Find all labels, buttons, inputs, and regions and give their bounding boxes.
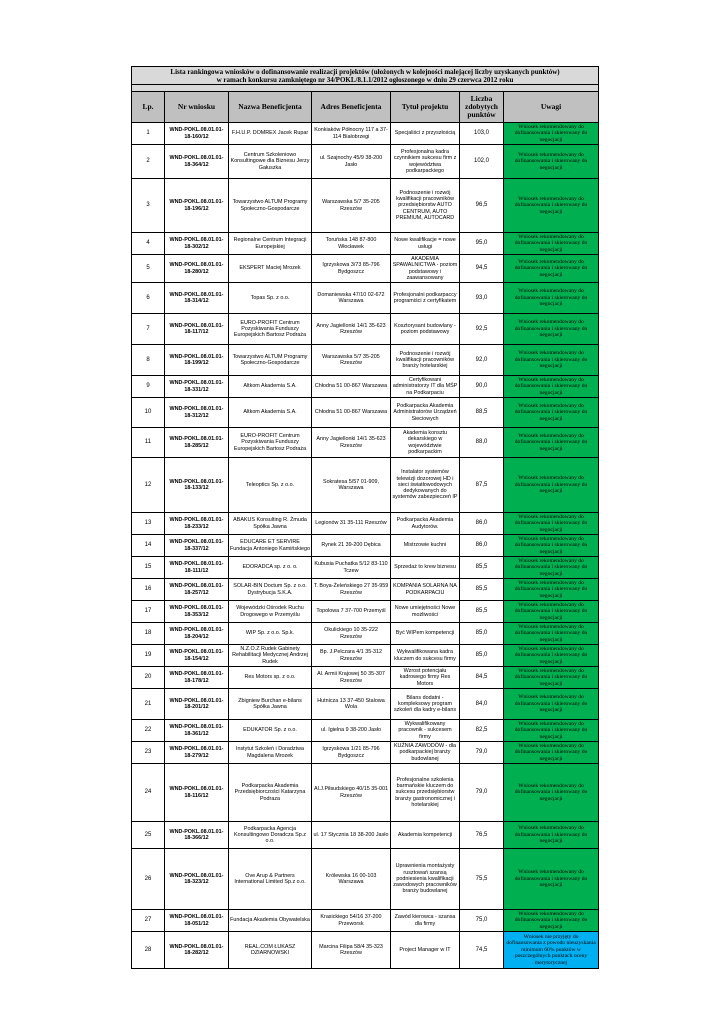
table-row: [132, 623, 599, 645]
table-row: [132, 398, 599, 428]
cell-beneficjent-name: EURO-PROFIT Centrum Pozyskiwania Funduszy Europejskich Bartosz Podraża: [229, 428, 312, 458]
cell-beneficjent-address: ul. Szajnochy 45/9 38-200 Jasło: [312, 145, 391, 179]
cell-points: 85,5: [460, 557, 504, 579]
cell-lp: 2: [132, 145, 165, 179]
cell-beneficjent-name: Podkarpacka Akademia Przedsiębiorczości Katarzyna Podraza: [229, 764, 312, 822]
cell-notes: Wniosek rekomendowany do dofinansowania i skierowany do negocjacji: [504, 314, 599, 345]
cell-nr-wniosku: WND-POKL.08.01.01-18-366/12: [165, 822, 229, 849]
table-row: [132, 255, 599, 283]
cell-lp: 20: [132, 667, 165, 689]
cell-nr-wniosku: WND-POKL.08.01.01-18-353/12: [165, 601, 229, 623]
cell-lp: 1: [132, 123, 165, 145]
cell-project-title: AKADEMIA SPAWALNICTWA - poziom podstawowy i zaawansowany: [391, 255, 460, 283]
header-nr-wniosku: Nr wniosku: [165, 92, 229, 123]
cell-notes: Wniosek rekomendowany do dofinansowania i skierowany do negocjacji: [504, 145, 599, 179]
cell-nr-wniosku: WND-POKL.08.01.01-18-178/12: [165, 667, 229, 689]
cell-project-title: Akademia konsztu dekarskiego w województwie podkarpackim: [391, 428, 460, 458]
cell-beneficjent-name: Centrum Szkoleniowo Konsultingowe dla Biznesu Jerzy Gałuszka: [229, 145, 312, 179]
ranking-table: [131, 66, 599, 969]
table-row: [132, 557, 599, 579]
table-row: [132, 849, 599, 910]
cell-lp: 8: [132, 345, 165, 376]
cell-beneficjent-address: T. Boya-Żeleńskiego 27 35-959 Rzeszów: [312, 579, 391, 601]
cell-points: 79,0: [460, 764, 504, 822]
cell-project-title: Kosztorysant budowlany - poziom podstawowy: [391, 314, 460, 345]
cell-points: 86,0: [460, 535, 504, 557]
cell-lp: 13: [132, 513, 165, 535]
header-row: [132, 92, 599, 123]
cell-project-title: Zawód kierowca - szansa dla firmy: [391, 910, 460, 932]
cell-nr-wniosku: WND-POKL.08.01.01-18-323/12: [165, 849, 229, 910]
table-body: [132, 123, 599, 969]
table-row: [132, 458, 599, 513]
cell-points: 103,0: [460, 123, 504, 145]
cell-beneficjent-address: Domaniewska 47/10 02-672 Warszawa: [312, 283, 391, 314]
cell-points: 76,5: [460, 822, 504, 849]
table-row: [132, 689, 599, 720]
cell-beneficjent-address: Igrzyskowa 3/73 85-796 Bydgoszcz: [312, 255, 391, 283]
cell-lp: 15: [132, 557, 165, 579]
cell-lp: 17: [132, 601, 165, 623]
cell-points: 94,5: [460, 255, 504, 283]
cell-nr-wniosku: WND-POKL.08.01.01-18-337/12: [165, 535, 229, 557]
cell-beneficjent-name: Teleoptics Sp. z o.o.: [229, 458, 312, 513]
cell-beneficjent-name: WIP Sp. z o.o. Sp.k.: [229, 623, 312, 645]
cell-project-title: Podnoszenie i rozwój kwalifikacji pracowników przedsiębiorstw AUTO CENTRUM, AUTO PREMIUM, AUTOCARD: [391, 179, 460, 233]
cell-notes: Wniosek rekomendowany do dofinansowania i skierowany do negocjacji: [504, 283, 599, 314]
cell-notes: Wniosek rekomendowany do dofinansowania i skierowany do negocjacji: [504, 645, 599, 667]
cell-nr-wniosku: WND-POKL.08.01.01-18-285/12: [165, 428, 229, 458]
cell-beneficjent-name: Towarzystwo ALTUM Programy Społeczno-Gospodarcze: [229, 179, 312, 233]
cell-project-title: Mistrzowie kuchni: [391, 535, 460, 557]
table-row: [132, 345, 599, 376]
cell-beneficjent-name: Res Motors sp. z o.o.: [229, 667, 312, 689]
header-points: Liczba zdobytych punktów: [460, 92, 504, 123]
cell-lp: 3: [132, 179, 165, 233]
cell-beneficjent-address: Krasickiego 54/16 37-200 Przeworsk: [312, 910, 391, 932]
cell-project-title: Być WIPem kompetencji: [391, 623, 460, 645]
header-beneficjent-address: Adres Beneficjenta: [312, 92, 391, 123]
cell-points: 85,5: [460, 601, 504, 623]
cell-lp: 16: [132, 579, 165, 601]
title-line-1: Lista rankingowa wniosków o dofinansowanie realizacji projektów (ułożonych w kolejności malejącej liczby uzyskanych punktów): [170, 67, 560, 76]
cell-nr-wniosku: WND-POKL.08.01.01-18-199/12: [165, 345, 229, 376]
table-row: [132, 314, 599, 345]
cell-beneficjent-name: Podkarpacka Agencja Konsultingowo Doradcza Sp.z o.o.: [229, 822, 312, 849]
cell-project-title: Certyfikowani administratorzy IT dla MŚP na Podkarpaciu: [391, 376, 460, 398]
cell-nr-wniosku: WND-POKL.08.01.01-18-117/12: [165, 314, 229, 345]
table-row: [132, 535, 599, 557]
cell-project-title: Specjaliści z przyszłością: [391, 123, 460, 145]
table-row: [132, 283, 599, 314]
cell-beneficjent-address: ul. Igielna 9 38-200 Jasło: [312, 720, 391, 742]
cell-beneficjent-address: Sokratesa 5/57 01-909, Warszawa: [312, 458, 391, 513]
cell-notes: Wniosek rekomendowany do dofinansowania i skierowany do negocjacji: [504, 255, 599, 283]
cell-project-title: Nowe kwalifikacje = nowe usługi: [391, 233, 460, 255]
cell-lp: 23: [132, 742, 165, 764]
cell-project-title: Akademia kompetencji: [391, 822, 460, 849]
cell-project-title: Podkarpacka Akademia Administratorów Urządzeń Sieciowych: [391, 398, 460, 428]
cell-notes: Wniosek rekomendowany do dofinansowania i skierowany do negocjacji: [504, 667, 599, 689]
cell-points: 90,0: [460, 376, 504, 398]
cell-project-title: Profesjonalne szkolenia barmańskie kluczem do sukcesu przedsiębiorstw branży gastronomicznej i hotelarskiej: [391, 764, 460, 822]
cell-beneficjent-address: Igrzyskowa 1/21 85-796 Bydgoszcz: [312, 742, 391, 764]
cell-points: 87,5: [460, 458, 504, 513]
cell-lp: 28: [132, 932, 165, 969]
cell-lp: 14: [132, 535, 165, 557]
cell-beneficjent-name: Instytut Szkoleń i Doradztwa Magdalena Mrozek: [229, 742, 312, 764]
cell-project-title: Nowe umiejętności Nowe możliwości: [391, 601, 460, 623]
cell-beneficjent-address: Marcina Filipa 58/4 35-323 Rzeszów: [312, 932, 391, 969]
table-title: [132, 67, 599, 85]
cell-notes: Wniosek rekomendowany do dofinansowania i skierowany do negocjacji: [504, 623, 599, 645]
cell-points: 85,5: [460, 579, 504, 601]
cell-beneficjent-address: Konkiaków Północny 117 a 37-114 Białobrzegi: [312, 123, 391, 145]
cell-beneficjent-address: ul. 17 Stycznia 18 38-200 Jasło: [312, 822, 391, 849]
cell-nr-wniosku: WND-POKL.08.01.01-18-201/12: [165, 689, 229, 720]
table-row: [132, 579, 599, 601]
table-row: [132, 513, 599, 535]
cell-beneficjent-name: EDORADCA sp. z o. o.: [229, 557, 312, 579]
cell-beneficjent-address: Królewska 16 00-103 Warszawa: [312, 849, 391, 910]
cell-lp: 24: [132, 764, 165, 822]
cell-beneficjent-name: EDUKATOR Sp. z o.o.: [229, 720, 312, 742]
cell-notes: Wniosek rekomendowany do dofinansowania i skierowany do negocjacji: [504, 822, 599, 849]
table-row: [132, 742, 599, 764]
cell-beneficjent-address: Okulickiego 10 35-222 Rzeszów: [312, 623, 391, 645]
cell-beneficjent-name: Fundacja Akademia Obywatelska: [229, 910, 312, 932]
cell-points: 74,5: [460, 932, 504, 969]
cell-notes: Wniosek rekomendowany do dofinansowania i skierowany do negocjacji: [504, 579, 599, 601]
cell-lp: 21: [132, 689, 165, 720]
ranking-sheet: [131, 66, 598, 969]
cell-beneficjent-name: F.H.U.P. DOMREX Jacek Rupar: [229, 123, 312, 145]
cell-notes: Wniosek rekomendowany do dofinansowania i skierowany do negocjacji: [504, 689, 599, 720]
cell-nr-wniosku: WND-POKL.08.01.01-18-302/12: [165, 233, 229, 255]
cell-notes: Wniosek rekomendowany do dofinansowania i skierowany do negocjacji: [504, 910, 599, 932]
cell-beneficjent-name: Ove Arup & Partners International Limited Sp.z o.o.: [229, 849, 312, 910]
title-line-2: w ramach konkursu zamkniętego nr 34/POKL/8.1.1/2012 ogłoszonego w dniu 29 czerwca 2012 roku: [216, 75, 514, 84]
cell-beneficjent-name: EURO-PROFIT Centrum Pozyskiwania Funduszy Europejskich Bartosz Podraża: [229, 314, 312, 345]
cell-notes: Wniosek rekomendowany do dofinansowania i skierowany do negocjacji: [504, 376, 599, 398]
cell-nr-wniosku: WND-POKL.08.01.01-18-133/12: [165, 458, 229, 513]
table-row: [132, 145, 599, 179]
cell-beneficjent-address: Kubusia Puchatka 5/12 83-110 Tczew: [312, 557, 391, 579]
cell-points: 84,0: [460, 689, 504, 720]
cell-lp: 11: [132, 428, 165, 458]
table-row: [132, 376, 599, 398]
table-row: [132, 123, 599, 145]
cell-nr-wniosku: WND-POKL.08.01.01-18-364/12: [165, 145, 229, 179]
cell-nr-wniosku: WND-POKL.08.01.01-18-312/12: [165, 398, 229, 428]
cell-beneficjent-name: Topas Sp. z o.o.: [229, 283, 312, 314]
cell-project-title: Bilans dodatni - kompleksowy program szkoleń dla kadry e-bilans: [391, 689, 460, 720]
cell-project-title: Project Manager w IT: [391, 932, 460, 969]
cell-project-title: KOMPANIA SOLARNA NA PODKARPACIU: [391, 579, 460, 601]
cell-lp: 9: [132, 376, 165, 398]
cell-nr-wniosku: WND-POKL.08.01.01-18-314/12: [165, 283, 229, 314]
cell-beneficjent-address: Warszawska 5/7 35-205 Rzeszów: [312, 345, 391, 376]
cell-beneficjent-name: REAL.COM ŁUKASZ DZIARNOWSKI: [229, 932, 312, 969]
cell-notes: Wniosek rekomendowany do dofinansowania i skierowany do negocjacji: [504, 720, 599, 742]
cell-nr-wniosku: WND-POKL.08.01.01-18-279/12: [165, 742, 229, 764]
cell-points: 88,0: [460, 428, 504, 458]
cell-beneficjent-address: Chłodna 51 00-867 Warszawa: [312, 398, 391, 428]
cell-lp: 10: [132, 398, 165, 428]
cell-nr-wniosku: WND-POKL.08.01.01-18-204/12: [165, 623, 229, 645]
cell-points: 85,0: [460, 645, 504, 667]
header-project-title: Tytuł projektu: [391, 92, 460, 123]
header-lp: Lp.: [132, 92, 165, 123]
cell-notes: Wniosek rekomendowany do dofinansowania i skierowany do negocjacji: [504, 764, 599, 822]
cell-points: 79,0: [460, 742, 504, 764]
header-notes: Uwagi: [504, 92, 599, 123]
cell-beneficjent-name: Altkom Akademia S.A.: [229, 398, 312, 428]
cell-beneficjent-name: Towarzystwo ALTUM Programy Społeczno-Gospodarcze: [229, 345, 312, 376]
table-row: [132, 233, 599, 255]
cell-beneficjent-address: Al.J.Piłsudskiego 40/15 35-001 Rzeszów: [312, 764, 391, 822]
cell-points: 84,5: [460, 667, 504, 689]
cell-nr-wniosku: WND-POKL.08.01.01-18-257/12: [165, 579, 229, 601]
cell-notes: Wniosek rekomendowany do dofinansowania i skierowany do negocjacji: [504, 557, 599, 579]
cell-nr-wniosku: WND-POKL.08.01.01-18-233/12: [165, 513, 229, 535]
spacer-row: [132, 85, 599, 92]
cell-points: 82,5: [460, 720, 504, 742]
cell-beneficjent-address: Rynek 21 39-200 Dębica: [312, 535, 391, 557]
cell-project-title: Profesjonalni podkarpaccy programiści z certyfikatem: [391, 283, 460, 314]
cell-notes: Wniosek rekomendowany do dofinansowania i skierowany do negocjacji: [504, 849, 599, 910]
cell-beneficjent-address: Anny Jagiellonki 14/1 35-623 Rzeszów: [312, 428, 391, 458]
table-row: [132, 179, 599, 233]
cell-points: 95,0: [460, 233, 504, 255]
cell-beneficjent-name: Regionalne Centrum Integracji Europejskiej: [229, 233, 312, 255]
table-row: [132, 764, 599, 822]
cell-beneficjent-name: Altkom Akademia S.A.: [229, 376, 312, 398]
cell-project-title: Profesjonalna kadra czynnikiem sukcesu firm z województwa podkarpackiego: [391, 145, 460, 179]
cell-lp: 22: [132, 720, 165, 742]
cell-nr-wniosku: WND-POKL.08.01.01-18-331/12: [165, 376, 229, 398]
cell-project-title: Wykwalifikowana kadra kluczem do sukcesu firmy: [391, 645, 460, 667]
cell-nr-wniosku: WND-POKL.08.01.01-18-154/12: [165, 645, 229, 667]
cell-points: 93,0: [460, 283, 504, 314]
cell-lp: 19: [132, 645, 165, 667]
cell-beneficjent-name: Wojewódzki Ośrodek Ruchu Drogowego w Przemyślu: [229, 601, 312, 623]
cell-nr-wniosku: WND-POKL.08.01.01-18-361/12: [165, 720, 229, 742]
cell-beneficjent-address: Toruńska 148 87-800 Włocławek: [312, 233, 391, 255]
cell-beneficjent-address: Hutnicza 13 37-450 Stalowa Wola: [312, 689, 391, 720]
cell-notes: Wniosek rekomendowany do dofinansowania i skierowany do negocjacji: [504, 345, 599, 376]
cell-nr-wniosku: WND-POKL.08.01.01-18-051/12: [165, 910, 229, 932]
cell-lp: 26: [132, 849, 165, 910]
cell-project-title: Podkarpacka Akademia Audytorów.: [391, 513, 460, 535]
cell-points: 92,0: [460, 345, 504, 376]
cell-lp: 5: [132, 255, 165, 283]
table-row: [132, 601, 599, 623]
cell-notes: Wniosek rekomendowany do dofinansowania i skierowany do negocjacji: [504, 742, 599, 764]
cell-lp: 25: [132, 822, 165, 849]
cell-points: 88,5: [460, 398, 504, 428]
cell-points: 75,5: [460, 849, 504, 910]
cell-beneficjent-address: Bp. J.Pelczara 4/1 35-312 Rzeszów: [312, 645, 391, 667]
cell-lp: 7: [132, 314, 165, 345]
cell-notes: Wniosek rekomendowany do dofinansowania i skierowany do negocjacji: [504, 233, 599, 255]
cell-project-title: Uprawnienia montażysty rusztowań szansą podniesienia kwalifikacji zawodowych pracowników branży budowlanej: [391, 849, 460, 910]
table-row: [132, 645, 599, 667]
header-beneficjent-name: Nazwa Beneficjenta: [229, 92, 312, 123]
cell-nr-wniosku: WND-POKL.08.01.01-18-196/12: [165, 179, 229, 233]
cell-beneficjent-address: Al. Armii Krajowej 50 35-307 Rzeszów: [312, 667, 391, 689]
cell-lp: 6: [132, 283, 165, 314]
cell-beneficjent-name: EDUCARE ET SERVIRE Fundacja Antoniego Kamińskiego: [229, 535, 312, 557]
cell-lp: 18: [132, 623, 165, 645]
cell-lp: 27: [132, 910, 165, 932]
cell-notes: Wniosek rekomendowany do dofinansowania i skierowany do negocjacji: [504, 398, 599, 428]
cell-nr-wniosku: WND-POKL.08.01.01-18-282/12: [165, 932, 229, 969]
table-row: [132, 910, 599, 932]
cell-project-title: KUŹNIA ZAWODÓW - dla podkarpackiej branży budowlanej: [391, 742, 460, 764]
cell-project-title: Instalator systemów telewizji dozorowej HD i sieci światłowodowych dedykowanych do systemów zabezpieczeń IP: [391, 458, 460, 513]
table-row: [132, 822, 599, 849]
cell-project-title: Wykwalifikowany pracownik - sukcesem firmy: [391, 720, 460, 742]
table-row: [132, 667, 599, 689]
cell-notes: Wniosek rekomendowany do dofinansowania i skierowany do negocjacji: [504, 601, 599, 623]
cell-beneficjent-name: Zbigniew Burchan e-bilans Spółka Jawna: [229, 689, 312, 720]
cell-notes: Wniosek rekomendowany do dofinansowania i skierowany do negocjacji: [504, 123, 599, 145]
cell-beneficjent-address: Legionów 31 35-111 Rzeszów: [312, 513, 391, 535]
cell-notes: Wniosek rekomendowany do dofinansowania i skierowany do negocjacji: [504, 428, 599, 458]
cell-points: 75,0: [460, 910, 504, 932]
cell-notes: Wniosek rekomendowany do dofinansowania i skierowany do negocjacji: [504, 179, 599, 233]
cell-lp: 4: [132, 233, 165, 255]
cell-notes: Wniosek nie przyjęty do dofinansowania z powodu nieuzyskania minimum 60% punktów w poszczególnych punktach oceny merytorycznej: [504, 932, 599, 969]
cell-project-title: Wzrost potencjału kadrowego firmy Res Motors: [391, 667, 460, 689]
cell-beneficjent-name: ABAKUS Konsulting R. Żmuda Spółka Jawna: [229, 513, 312, 535]
cell-project-title: Sprzedaż to krew biznesu: [391, 557, 460, 579]
cell-beneficjent-name: N.Z.O.Z Rudek Gabinety Rehabilitacji Medycznej Andrzej Rudek: [229, 645, 312, 667]
cell-notes: Wniosek rekomendowany do dofinansowania i skierowany do negocjacji: [504, 535, 599, 557]
cell-nr-wniosku: WND-POKL.08.01.01-18-280/12: [165, 255, 229, 283]
table-row: [132, 932, 599, 969]
cell-nr-wniosku: WND-POKL.08.01.01-18-160/12: [165, 123, 229, 145]
cell-beneficjent-name: EKSPERT Maciej Mrozek: [229, 255, 312, 283]
cell-notes: Wniosek rekomendowany do dofinansowania i skierowany do negocjacji: [504, 513, 599, 535]
table-row: [132, 720, 599, 742]
cell-lp: 12: [132, 458, 165, 513]
cell-beneficjent-name: SOLAR-BIN Doctum Sp. z o.o. Dystrybucja S.K.A.: [229, 579, 312, 601]
cell-nr-wniosku: WND-POKL.08.01.01-18-111/12: [165, 557, 229, 579]
table-row: [132, 428, 599, 458]
cell-nr-wniosku: WND-POKL.08.01.01-18-116/12: [165, 764, 229, 822]
cell-points: 102,0: [460, 145, 504, 179]
cell-beneficjent-address: Topolowa 7 37-700 Przemyśl: [312, 601, 391, 623]
cell-points: 86,0: [460, 513, 504, 535]
cell-beneficjent-address: Warszawska 5/7 35-205 Rzeszów: [312, 179, 391, 233]
cell-beneficjent-address: Chłodna 51 00-867 Warszawa: [312, 376, 391, 398]
cell-points: 92,5: [460, 314, 504, 345]
cell-points: 96,5: [460, 179, 504, 233]
cell-beneficjent-address: Anny Jagiellonki 14/1 35-623 Rzeszów: [312, 314, 391, 345]
cell-notes: Wniosek rekomendowany do dofinansowania i skierowany do negocjacji: [504, 458, 599, 513]
cell-points: 85,0: [460, 623, 504, 645]
cell-project-title: Podnoszenie i rozwój kwalifikacji pracowników branży hotelarskiej: [391, 345, 460, 376]
